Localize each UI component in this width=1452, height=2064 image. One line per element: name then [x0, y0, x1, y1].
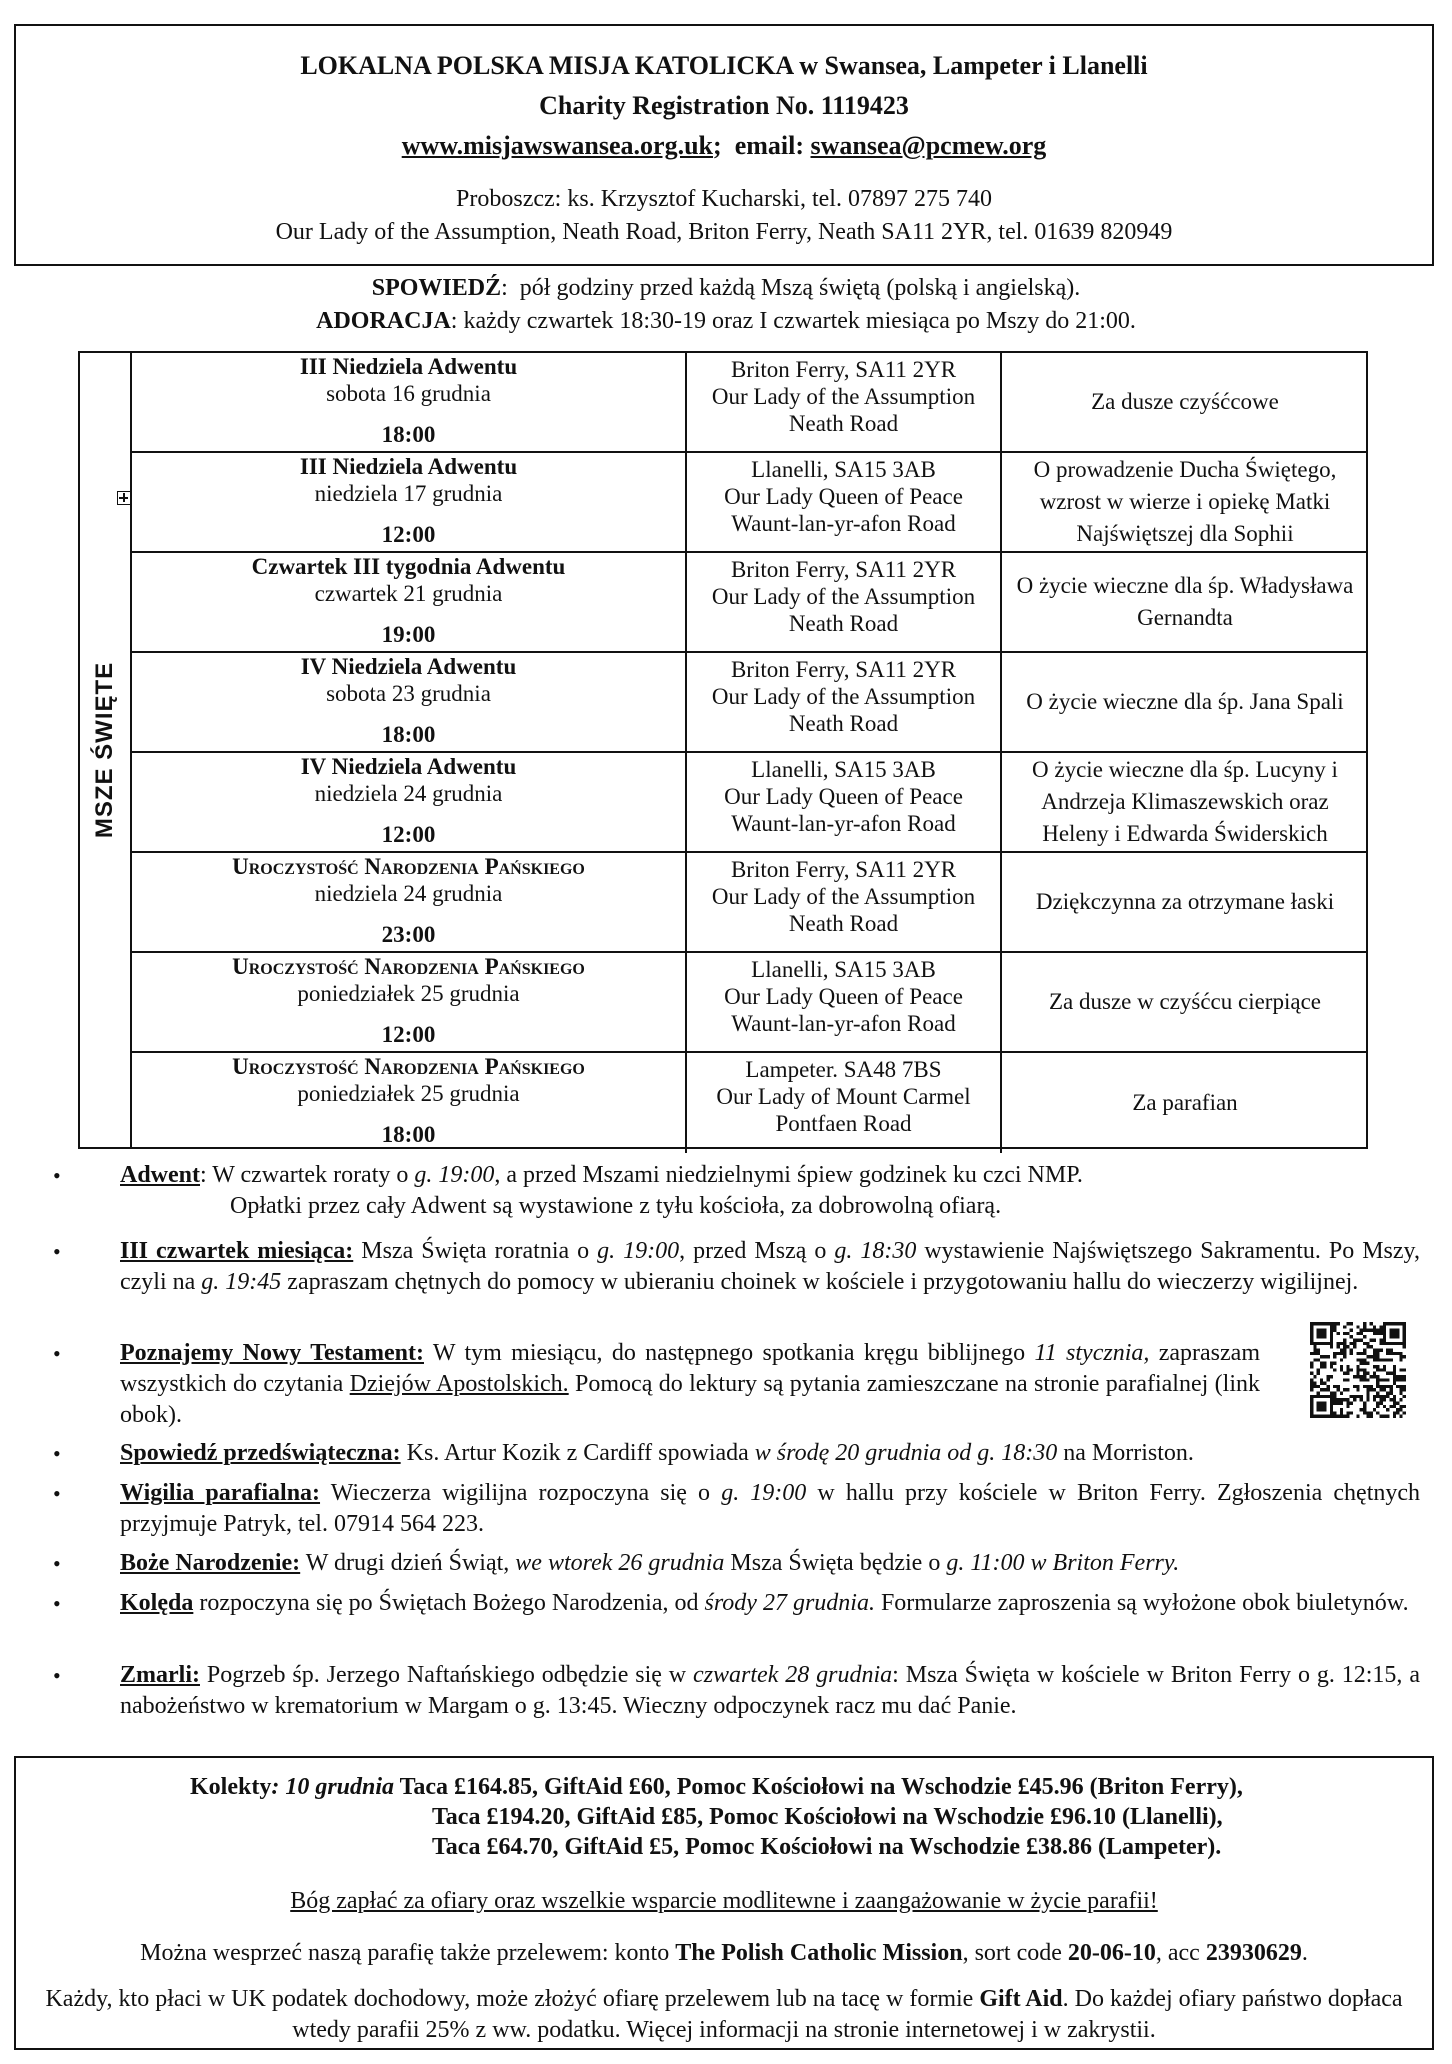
mass-time: 18:00: [381, 1122, 436, 1147]
location-church: Our Lady Queen of Peace: [724, 784, 963, 809]
mass-time: 23:00: [381, 922, 436, 947]
location-road: Neath Road: [788, 911, 899, 936]
schedule-row: [132, 853, 1368, 953]
mass-day: poniedziałek 25 grudnia: [297, 981, 520, 1006]
note-new-testament-text: Poznajemy Nowy Testament: W tym miesiącu, do następnego spotkania kręgu biblijnego 11 stycznia, zapraszam wszystkich do czytania Dziejów Apostolskich. Pomocą do lektury są pytania zamieszczane na stronie parafialnej (link obok).: [120, 1340, 1260, 1428]
location-church: Our Lady Queen of Peace: [724, 484, 963, 509]
side-label: MSZE ŚWIĘTE: [91, 661, 118, 839]
note-christmas-text: Boże Narodzenie: W drugi dzień Świąt, we wtorek 26 grudnia Msza Święta będzie o g. 11:00 w Briton Ferry.: [120, 1550, 1180, 1576]
bullet: •: [53, 1551, 61, 1576]
bullet: •: [53, 1591, 61, 1616]
location-church: Our Lady of the Assumption: [711, 884, 976, 909]
mass-date-cell: [132, 653, 687, 751]
thanks-line: Bóg zapłać za ofiary oraz wszelkie wsparcie modlitewne i zaangażowanie w życie parafii!: [290, 1888, 1158, 1914]
confession-line: SPOWIEDŹ: pół godziny przed każdą Mszą świętą (polską i angielską).: [371, 275, 1081, 301]
note-advent-text: Adwent: W czwartek roraty o g. 19:00, a przed Mszami niedzielnymi śpiew godzinek ku czci NMP. Opłatki przez cały Adwent są wystawione z tyłu kościoła, za dobrowolną ofiarą.: [120, 1162, 1083, 1219]
contact-line: www.misjawswansea.org.uk; email: swansea@pcmew.org: [401, 131, 1047, 160]
mass-time: 19:00: [381, 622, 436, 647]
confession-info: [0, 272, 1452, 338]
feast-name: Czwartek III tygodnia Adwentu: [251, 554, 566, 579]
mass-intention: Za dusze czyśćcowe: [1091, 389, 1279, 414]
bullet: •: [53, 1163, 61, 1188]
location-road: Waunt-lan-yr-afon Road: [731, 811, 956, 836]
header-box: [14, 24, 1434, 266]
charity-number: Charity Registration No. 1119423: [539, 91, 909, 120]
schedule-row: [132, 1053, 1368, 1153]
location-road: Waunt-lan-yr-afon Road: [731, 511, 956, 536]
mass-location-cell: [687, 853, 1002, 951]
collections-line-3: Taca £64.70, GiftAid £5, Pomoc Kościołowi na Wschodzie £38.86 (Lampeter).: [432, 1834, 1222, 1860]
location-town: Llanelli, SA15 3AB: [751, 757, 936, 782]
mass-location-cell: [687, 753, 1002, 851]
bullet: •: [53, 1481, 61, 1506]
mass-intention-cell: [1002, 453, 1368, 551]
bullet: •: [53, 1239, 61, 1264]
location-road: Neath Road: [788, 411, 899, 436]
feast-name: IV Niedziela Adwentu: [300, 654, 517, 679]
feast-name: Uroczystość Narodzenia Pańskiego: [232, 854, 585, 879]
location-town: Briton Ferry, SA11 2YR: [730, 557, 957, 582]
mass-day: niedziela 17 grudnia: [314, 481, 503, 506]
mass-location-cell: [687, 453, 1002, 551]
schedule-row: [132, 953, 1368, 1053]
parish-address: Our Lady of the Assumption, Neath Road, Briton Ferry, Neath SA11 2YR, tel. 01639 820949: [275, 219, 1173, 245]
qr-code-icon[interactable]: [1310, 1322, 1406, 1418]
email-link[interactable]: swansea@pcmew.org: [810, 131, 1047, 160]
mass-time: 18:00: [381, 422, 436, 447]
mass-intention: O życie wieczne dla śp. Jana Spali: [1026, 689, 1344, 714]
collections-line-2: Taca £194.20, GiftAid £85, Pomoc Kościołowi na Wschodzie £96.10 (Llanelli),: [432, 1804, 1223, 1830]
location-town: Lampeter. SA48 7BS: [745, 1057, 942, 1082]
location-road: Pontfaen Road: [775, 1111, 912, 1136]
mass-day: sobota 16 grudnia: [326, 381, 491, 406]
location-church: Our Lady of Mount Carmel: [716, 1084, 971, 1109]
priest-line: Proboszcz: ks. Krzysztof Kucharski, tel. 07897 275 740: [456, 186, 992, 212]
location-town: Llanelli, SA15 3AB: [751, 957, 936, 982]
mass-location-cell: [687, 653, 1002, 751]
mass-date-cell: [132, 553, 687, 651]
location-road: Neath Road: [788, 711, 899, 736]
expand-plus-icon[interactable]: [117, 491, 131, 505]
mass-day: czwartek 21 grudnia: [314, 581, 503, 606]
location-church: Our Lady of the Assumption: [711, 584, 976, 609]
mass-time: 12:00: [381, 522, 436, 547]
feast-name: III Niedziela Adwentu: [299, 354, 518, 379]
mass-date-cell: [132, 453, 687, 551]
mass-intention-cell: [1002, 353, 1368, 451]
email-label: email:: [734, 131, 804, 160]
side-header: [80, 353, 132, 1147]
schedule-row: [132, 353, 1368, 453]
mass-intention-cell: [1002, 553, 1368, 651]
mass-location-cell: [687, 1053, 1002, 1153]
website-link[interactable]: www.misjawswansea.org.uk: [401, 131, 714, 160]
mass-day: niedziela 24 grudnia: [314, 881, 503, 906]
location-road: Waunt-lan-yr-afon Road: [731, 1011, 956, 1036]
mass-intention-cell: [1002, 653, 1368, 751]
mass-day: sobota 23 grudnia: [326, 681, 491, 706]
adoration-line: ADORACJA: każdy czwartek 18:30-19 oraz I czwartek miesiąca po Mszy do 21:00.: [316, 308, 1136, 334]
note-koleda-text: Kolęda rozpoczyna się po Świętach Bożego Narodzenia, od środy 27 grudnia. Formularze zaproszenia są wyłożone obok biuletynów.: [120, 1590, 1409, 1616]
feast-name: IV Niedziela Adwentu: [300, 754, 517, 779]
adoration-label: ADORACJA: [316, 308, 451, 334]
mass-time: 12:00: [381, 1022, 436, 1047]
mass-date-cell: [132, 953, 687, 1051]
location-church: Our Lady of the Assumption: [711, 384, 976, 409]
bullet: •: [53, 1663, 61, 1688]
mass-location-cell: [687, 553, 1002, 651]
note-vigil-text: Wigilia parafialna: Wieczerza wigilijna rozpoczyna się o g. 19:00 w hallu przy kościele w Briton Ferry. Zgłoszenia chętnych przyjmuje Patryk, tel. 07914 564 223.: [120, 1480, 1421, 1537]
mass-date-cell: [132, 753, 687, 851]
collections-box: [14, 1756, 1434, 2050]
confession-text: pół godziny przed każdą Mszą świętą (polską i angielską).: [519, 275, 1081, 301]
adoration-text: każdy czwartek 18:30-19 oraz I czwartek miesiąca po Mszy do 21:00.: [463, 308, 1136, 334]
mass-location-cell: [687, 953, 1002, 1051]
schedule-row: [132, 453, 1368, 553]
mass-intention-cell: [1002, 953, 1368, 1051]
location-town: Briton Ferry, SA11 2YR: [730, 857, 957, 882]
location-church: Our Lady of the Assumption: [711, 684, 976, 709]
location-town: Briton Ferry, SA11 2YR: [730, 357, 957, 382]
mass-schedule-table: [78, 351, 1368, 1149]
confession-label: SPOWIEDŹ: [371, 275, 502, 301]
mass-location-cell: [687, 353, 1002, 451]
mass-date-cell: [132, 853, 687, 951]
note-confession-text: Spowiedź przedświąteczna: Ks. Artur Kozik z Cardiff spowiada w środę 20 grudnia od g. 18:30 na Morriston.: [120, 1440, 1194, 1466]
mass-day: poniedziałek 25 grudnia: [297, 1081, 520, 1106]
location-town: Llanelli, SA15 3AB: [751, 457, 936, 482]
feast-name: Uroczystość Narodzenia Pańskiego: [232, 1054, 585, 1079]
mass-date-cell: [132, 353, 687, 451]
giftaid-line: Każdy, kto płaci w UK podatek dochodowy, może złożyć ofiarę przelewem lub na tacę w formie Gift Aid. Do każdej ofiary państwo dopłaca wtedy parafii 25% z ww. podatku. Więcej informacji na stronie internetowej i w zakrystii.: [45, 1986, 1403, 2043]
schedule-row: [132, 653, 1368, 753]
mass-intention: O życie wieczne dla śp. Lucyny i Andrzeja Klimaszewskich oraz Heleny i Edwarda Świderskich: [1032, 757, 1338, 846]
location-church: Our Lady Queen of Peace: [724, 984, 963, 1009]
note-third-thursday-text: III czwartek miesiąca: Msza Święta roratnia o g. 19:00, przed Mszą o g. 18:30 wystawienie Najświętszego Sakramentu. Po Mszy, czyli na g. 19:45 zapraszam chętnych do pomocy w ubieraniu choinek w kościele i przygotowaniu hallu do wieczerzy wigilijnej.: [120, 1238, 1420, 1295]
mission-title: LOKALNA POLSKA MISJA KATOLICKA w Swansea, Lampeter i Llanelli: [300, 51, 1148, 80]
mass-intention: Za dusze w czyśćcu cierpiące: [1048, 989, 1321, 1014]
collections-line-1: Kolekty: 10 grudnia Taca £164.85, GiftAid £60, Pomoc Kościołowi na Wschodzie £45.96 (Briton Ferry),: [190, 1774, 1243, 1800]
location-road: Neath Road: [788, 611, 899, 636]
bullet: •: [53, 1441, 61, 1466]
bullet: •: [53, 1341, 61, 1366]
feast-name: III Niedziela Adwentu: [299, 454, 518, 479]
mass-time: 18:00: [381, 722, 436, 747]
mass-intention: O życie wieczne dla śp. Władysława Gernandta: [1016, 573, 1354, 630]
mass-intention-cell: [1002, 1053, 1368, 1153]
mass-time: 12:00: [381, 822, 436, 847]
schedule-row: [132, 753, 1368, 853]
mass-intention-cell: [1002, 753, 1368, 851]
acts-link[interactable]: Dziejów Apostolskich.: [349, 1371, 569, 1397]
feast-name: Uroczystość Narodzenia Pańskiego: [232, 954, 585, 979]
mass-intention: Dziękczynna za otrzymane łaski: [1035, 889, 1335, 914]
schedule-row: [132, 553, 1368, 653]
mass-day: niedziela 24 grudnia: [314, 781, 503, 806]
location-town: Briton Ferry, SA11 2YR: [730, 657, 957, 682]
mass-intention: Za parafian: [1132, 1090, 1238, 1115]
note-deceased-text: Zmarli: Pogrzeb śp. Jerzego Naftańskiego odbędzie się w czwartek 28 grudnia: Msza Święta w kościele w Briton Ferry o g. 12:15, a nabożeństwo w krematorium w Margam o g. 13:45. Wieczny odpoczynek racz mu dać Panie.: [120, 1662, 1420, 1719]
mass-intention: O prowadzenie Ducha Świętego, wzrost w wierze i opiekę Matki Najświętszej dla Sophii: [1033, 457, 1337, 546]
mass-intention-cell: [1002, 853, 1368, 951]
mass-date-cell: [132, 1053, 687, 1153]
bank-line: Można wesprzeć naszą parafię także przelewem: konto The Polish Catholic Mission, sort code 20-06-10, acc 23930629.: [140, 1940, 1308, 1966]
